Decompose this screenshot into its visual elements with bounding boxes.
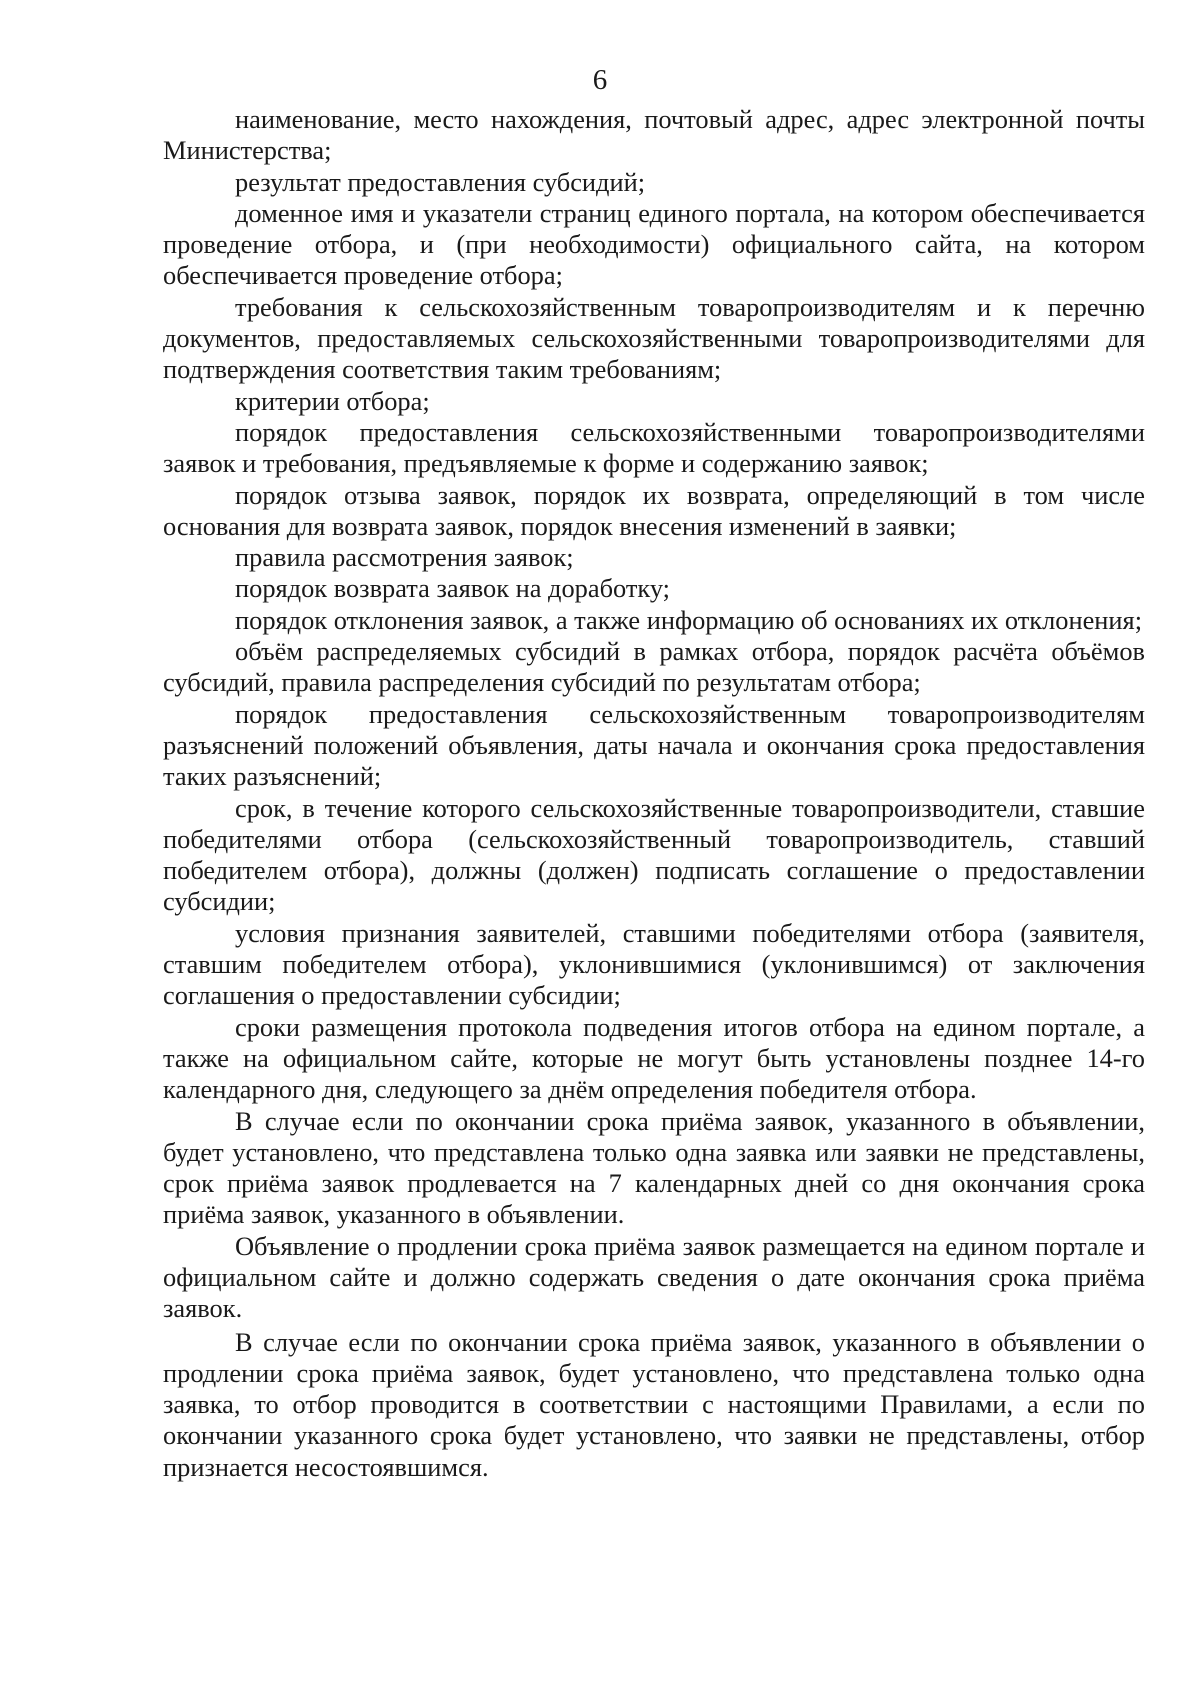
document-body: [163, 104, 1145, 1483]
paragraph: сроки размещения протокола подведения итогов отбора на едином портале, а также на официальном сайте, которые не могут быть установлены позднее 14-го календарного дня, следующего за днём определения победителя отбора.: [163, 1011, 1145, 1105]
paragraph: наименование, место нахождения, почтовый адрес, адрес электронной почты Министерства;: [163, 104, 1145, 166]
paragraph: правила рассмотрения заявок;: [235, 542, 574, 573]
paragraph: В случае если по окончании срока приёма заявок, указанного в объявлении о продлении срока приёма заявок, будет установлено, что представлена только одна заявка, то отбор проводится в соответствии с настоящими Правилами, а если по окончании указанного срока будет установлено, что заявки не представлены, отбор признается несостоявшимся.: [163, 1326, 1145, 1482]
paragraph: порядок отзыва заявок, порядок их возврата, определяющий в том числе основания для возврата заявок, порядок внесения изменений в заявки;: [163, 479, 1145, 541]
paragraph: порядок отклонения заявок, а также информацию об основаниях их отклонения;: [235, 604, 1143, 635]
paragraph: порядок возврата заявок на доработку;: [235, 573, 671, 604]
page-number: 6: [592, 64, 608, 96]
paragraph: условия признания заявителей, ставшими победителями отбора (заявителя, ставшим победителем отбора), уклонившимися (уклонившимся) от заключения соглашения о предоставлении субсидии;: [163, 917, 1145, 1011]
paragraph: требования к сельскохозяйственным товаропроизводителям и к перечню документов, предоставляемых сельскохозяйственными товаропроизводителями для подтверждения соответствия таким требованиям;: [163, 291, 1145, 385]
paragraph: порядок предоставления сельскохозяйственными товаропроизводителями заявок и требования, предъявляемые к форме и содержанию заявок;: [163, 416, 1145, 479]
paragraph: срок, в течение которого сельскохозяйственные товаропроизводители, ставшие победителями отбора (сельскохозяйственный товаропроизводитель, ставший победителем отбора), должны (должен) подписать соглашение о предоставлении субсидии;: [163, 792, 1145, 917]
paragraph: порядок предоставления сельскохозяйственным товаропроизводителям разъяснений положений объявления, даты начала и окончания срока предоставления таких разъяснений;: [163, 698, 1145, 792]
paragraph: объём распределяемых субсидий в рамках отбора, порядок расчёта объёмов субсидий, правила распределения субсидий по результатам отбора;: [163, 636, 1145, 698]
paragraph: доменное имя и указатели страниц единого портала, на котором обеспечивается проведение отбора, и (при необходимости) официального сайта, на котором обеспечивается проведение отбора;: [163, 197, 1145, 291]
paragraph: Объявление о продлении срока приёма заявок размещается на едином портале и официальном сайте и должно содержать сведения о дате окончания срока приёма заявок.: [163, 1230, 1145, 1324]
paragraph: результат предоставления субсидий;: [235, 166, 646, 197]
paragraph: В случае если по окончании срока приёма заявок, указанного в объявлении, будет установлено, что представлена только одна заявка или заявки не представлены, срок приёма заявок продлевается на 7 календарных дней со дня окончания срока приёма заявок, указанного в объявлении.: [163, 1105, 1145, 1230]
paragraph: критерии отбора;: [235, 385, 430, 416]
